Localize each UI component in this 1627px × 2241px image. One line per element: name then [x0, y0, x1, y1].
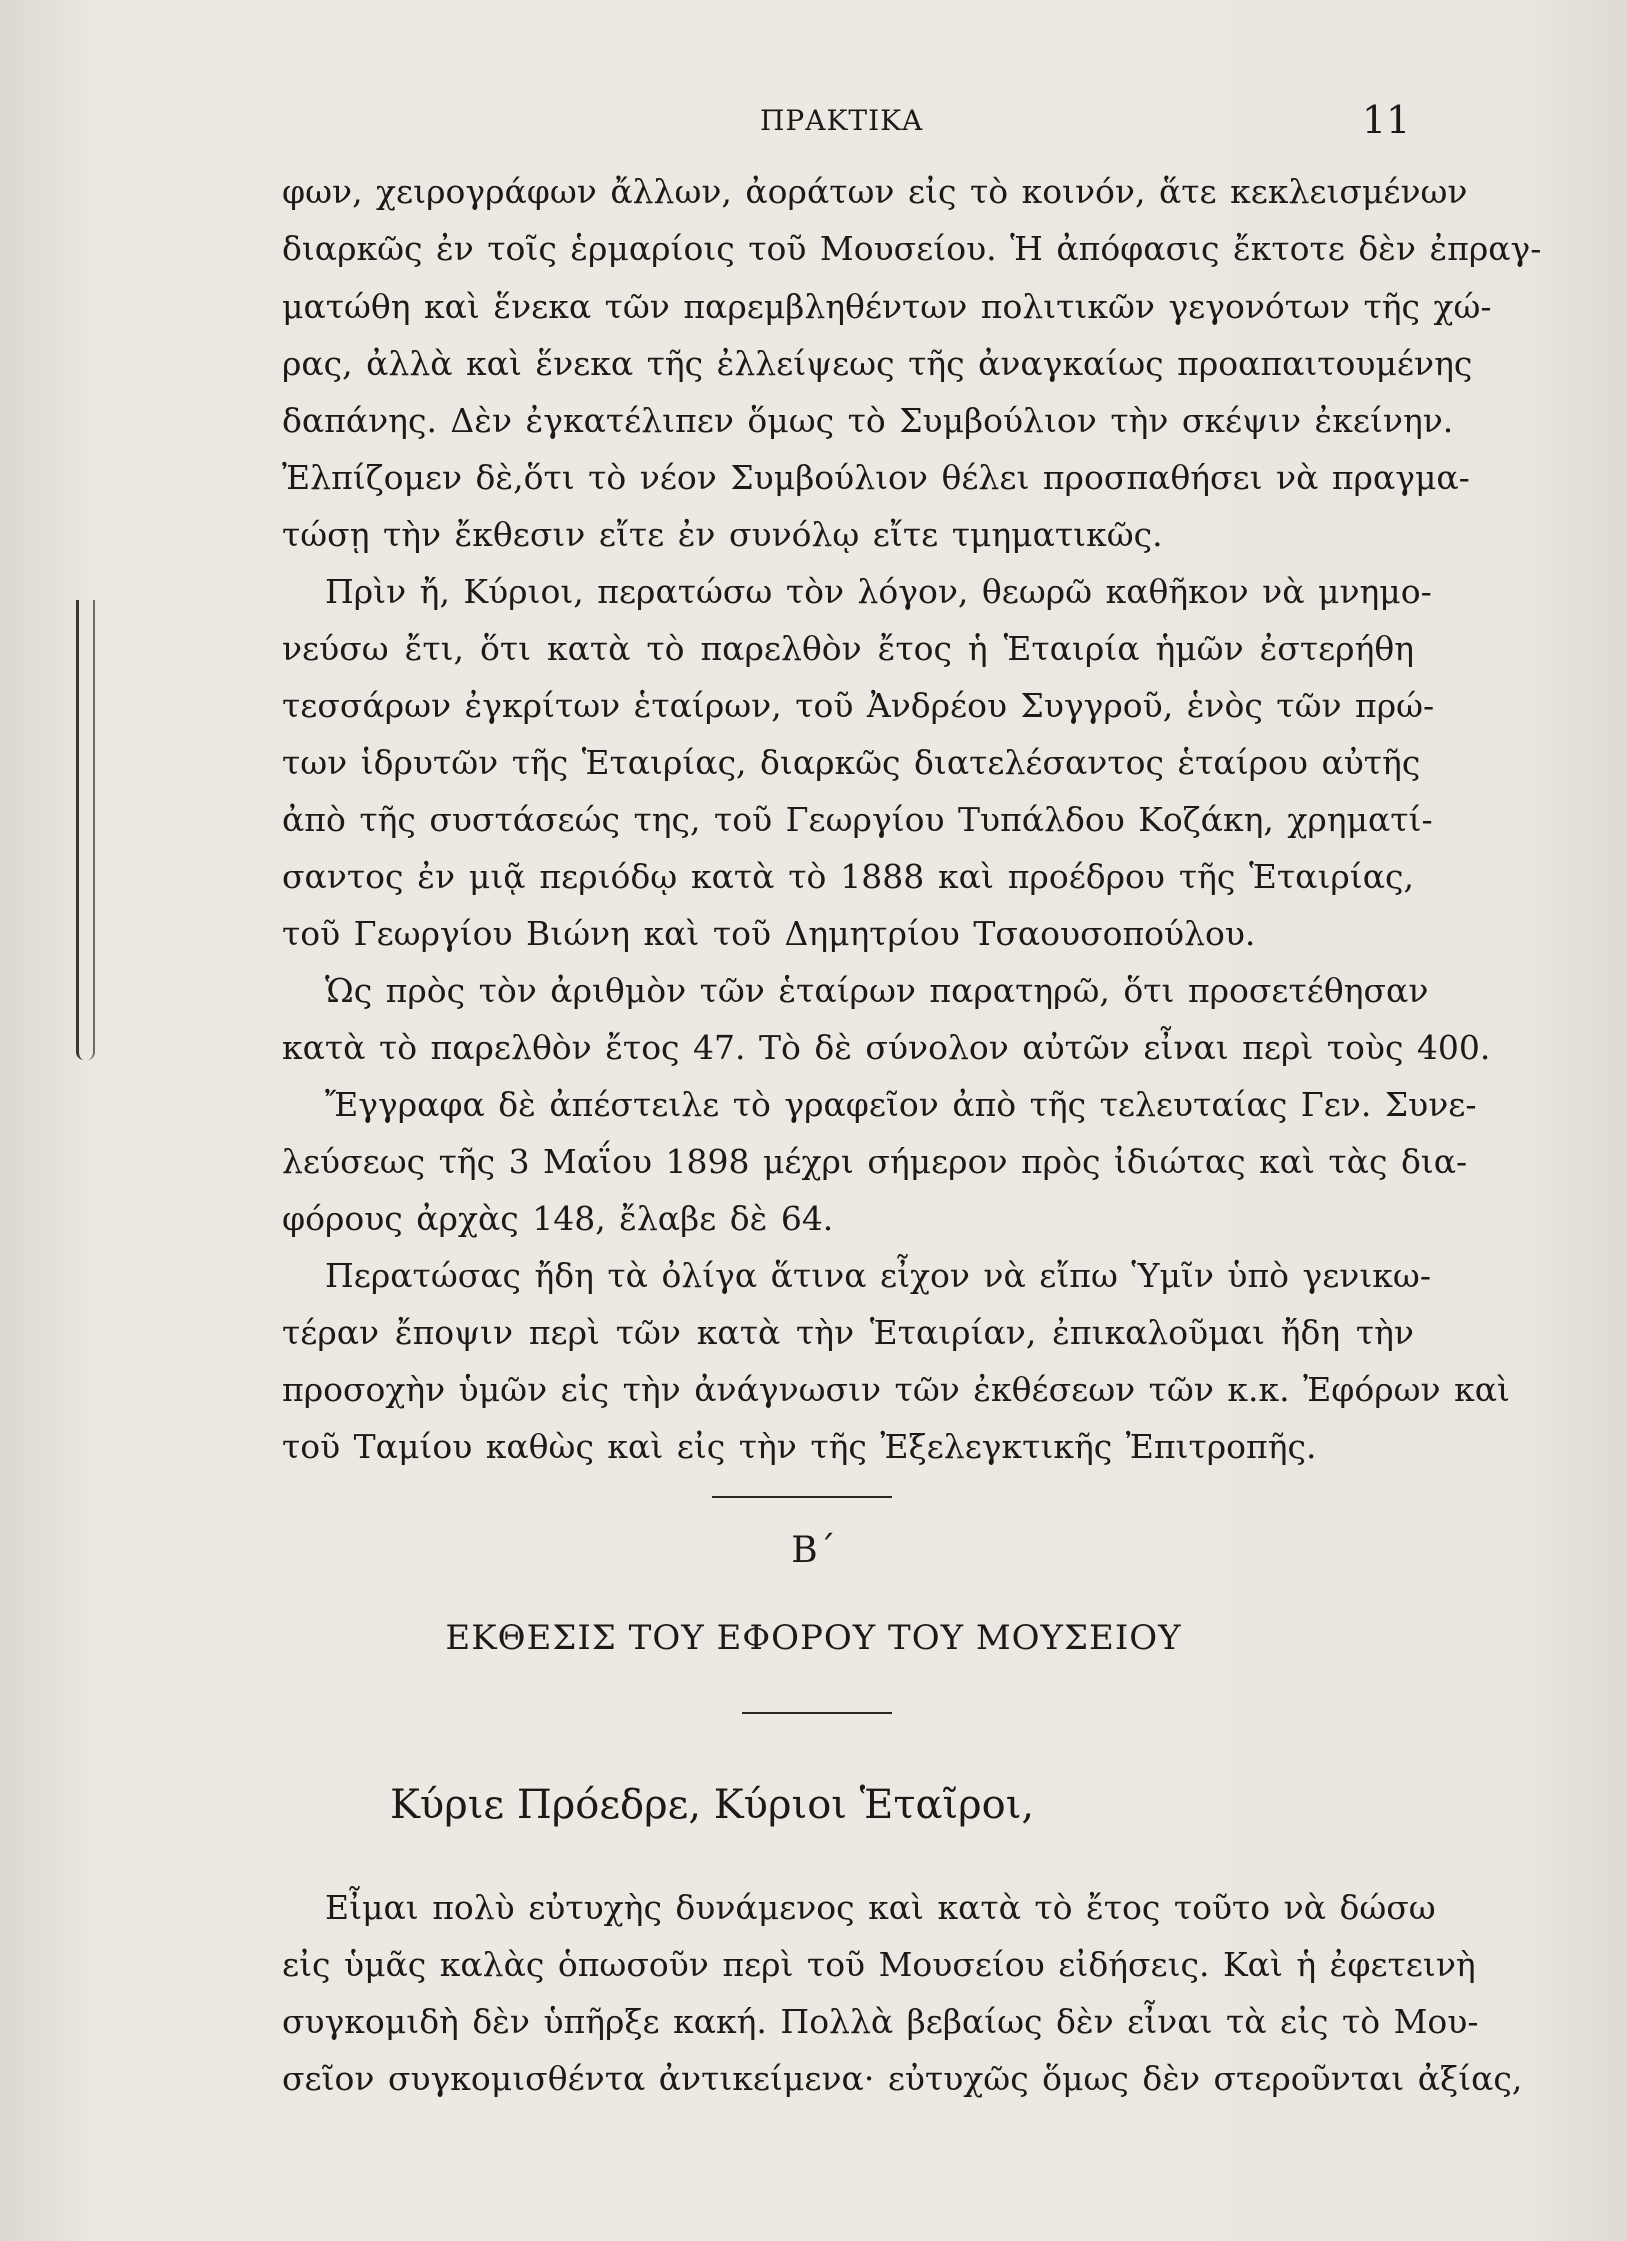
- text-line: ρας, ἀλλὰ καὶ ἕνεκα τῆς ἐλλείψεως τῆς ἀναγκαίως προαπαιτουμένης: [282, 344, 1473, 383]
- text-line: ματώθη καὶ ἕνεκα τῶν παρεμβληθέντων πολιτικῶν γεγονότων τῆς χώ-: [282, 287, 1492, 326]
- text-line: εἰς ὑμᾶς καλὰς ὁπωσοῦν περὶ τοῦ Μουσείου εἰδήσεις. Καὶ ἡ ἐφετεινὴ: [282, 1945, 1476, 1984]
- text-line: συγκομιδὴ δὲν ὑπῆρξε κακή. Πολλὰ βεβαίως δὲν εἶναι τὰ εἰς τὸ Μου-: [282, 2002, 1479, 2041]
- section-divider-rule: [712, 1496, 892, 1498]
- section-number: Β΄: [791, 1530, 836, 1571]
- text-line: Πρὶν ἤ, Κύριοι, περατώσω τὸν λόγον, θεωρῶ καθῆκον νὰ μνημο-: [325, 572, 1432, 611]
- text-line: τοῦ Ταμίου καθὼς καὶ εἰς τὴν τῆς Ἐξελεγκτικῆς Ἐπιτροπῆς.: [282, 1427, 1317, 1466]
- text-line: τώσῃ τὴν ἔκθεσιν εἴτε ἐν συνόλῳ εἴτε τμηματικῶς.: [282, 515, 1163, 554]
- text-line: διαρκῶς ἐν τοῖς ἑρμαρίοις τοῦ Μουσείου. Ἡ ἀπόφασις ἔκτοτε δὲν ἐπραγ-: [282, 229, 1542, 268]
- running-head: [0, 98, 1627, 144]
- text-line: φων, χειρογράφων ἄλλων, ἀοράτων εἰς τὸ κοινόν, ἅτε κεκλεισμένων: [282, 172, 1468, 211]
- text-line: τοῦ Γεωργίου Βιώνη καὶ τοῦ Δημητρίου Τσαουσοπούλου.: [282, 914, 1256, 953]
- salutation: Κύριε Πρόεδρε, Κύριοι Ἑταῖροι,: [390, 1782, 1035, 1828]
- text-line: νεύσω ἔτι, ὅτι κατὰ τὸ παρελθὸν ἔτος ἡ Ἑταιρία ἡμῶν ἐστερήθη: [282, 629, 1414, 668]
- text-line: τεσσάρων ἐγκρίτων ἑταίρων, τοῦ Ἀνδρέου Συγγροῦ, ἑνὸς τῶν πρώ-: [282, 686, 1435, 725]
- text-line: Ἔγγραφα δὲ ἀπέστειλε τὸ γραφεῖον ἀπὸ τῆς τελευταίας Γεν. Συνε-: [325, 1085, 1477, 1124]
- text-line: ἀπὸ τῆς συστάσεώς της, τοῦ Γεωργίου Τυπάλδου Κοζάκη, χρηματί-: [282, 800, 1433, 839]
- section-title: ΕΚΘΕΣΙΣ ΤΟΥ ΕΦΟΡΟΥ ΤΟΥ ΜΟΥΣΕΙΟΥ: [445, 1618, 1182, 1658]
- bookmark-ribbon: [76, 600, 95, 1060]
- text-line: προσοχὴν ὑμῶν εἰς τὴν ἀνάγνωσιν τῶν ἐκθέσεων τῶν κ.κ. Ἐφόρων καὶ: [282, 1370, 1510, 1409]
- title-underline-rule: [742, 1712, 892, 1714]
- text-line: κατὰ τὸ παρελθὸν ἔτος 47. Τὸ δὲ σύνολον αὐτῶν εἶναι περὶ τοὺς 400.: [282, 1028, 1491, 1067]
- page-number: 11: [1362, 98, 1411, 142]
- text-line: σαντος ἐν μιᾷ περιόδῳ κατὰ τὸ 1888 καὶ προέδρου τῆς Ἑταιρίας,: [282, 857, 1414, 896]
- text-line: Εἶμαι πολὺ εὐτυχὴς δυνάμενος καὶ κατὰ τὸ ἔτος τοῦτο νὰ δώσω: [325, 1888, 1436, 1927]
- running-title: ΠΡΑΚΤΙΚΑ: [760, 104, 924, 137]
- text-line: δαπάνης. Δὲν ἐγκατέλιπεν ὅμως τὸ Συμβούλιον τὴν σκέψιν ἐκείνην.: [282, 401, 1454, 440]
- text-line: φόρους ἀρχὰς 148, ἔλαβε δὲ 64.: [282, 1199, 834, 1238]
- text-line: σεῖον συγκομισθέντα ἀντικείμενα· εὐτυχῶς ὅμως δὲν στεροῦνται ἀξίας,: [282, 2059, 1523, 2098]
- text-line: Ὡς πρὸς τὸν ἀριθμὸν τῶν ἑταίρων παρατηρῶ, ὅτι προσετέθησαν: [325, 971, 1429, 1010]
- text-line: Περατώσας ἤδη τὰ ὀλίγα ἅτινα εἶχον νὰ εἴπω Ὑμῖν ὑπὸ γενικω-: [325, 1256, 1431, 1295]
- text-line: Ἐλπίζομεν δὲ,ὅτι τὸ νέον Συμβούλιον θέλει προσπαθήσει νὰ πραγμα-: [282, 458, 1470, 497]
- text-line: τέραν ἔποψιν περὶ τῶν κατὰ τὴν Ἑταιρίαν, ἐπικαλοῦμαι ἤδη τὴν: [282, 1313, 1414, 1352]
- text-line: των ἱδρυτῶν τῆς Ἑταιρίας, διαρκῶς διατελέσαντος ἑταίρου αὐτῆς: [282, 743, 1421, 782]
- text-line: λεύσεως τῆς 3 Μαΐου 1898 μέχρι σήμερον πρὸς ἰδιώτας καὶ τὰς δια-: [282, 1142, 1468, 1181]
